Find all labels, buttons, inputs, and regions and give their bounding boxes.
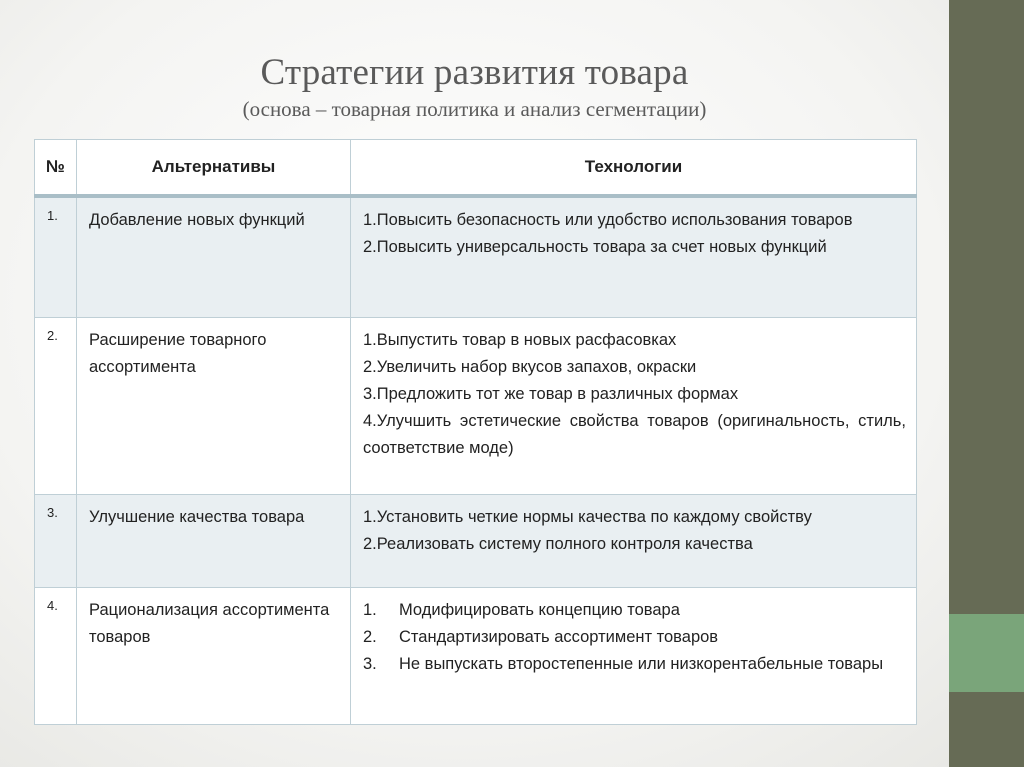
row-alternative: Рационализация ассортимента товаров: [77, 587, 351, 724]
slide-title: Стратегии развития товара: [260, 52, 689, 93]
ordered-tech-item: [363, 624, 906, 651]
row-technologies: [351, 317, 917, 494]
slide-header: [0, 50, 949, 122]
row-technologies: [351, 196, 917, 317]
ordered-item-number: 3.: [363, 654, 377, 673]
tech-item: 2.Увеличить набор вкусов запахов, окраски: [363, 357, 697, 376]
header-technologies: Технологии: [351, 140, 917, 197]
table-row: [35, 317, 917, 494]
decorative-accent-block: [949, 614, 1024, 692]
table-header-row: [35, 140, 917, 197]
ordered-item-number: 2.: [363, 627, 377, 646]
header-num: №: [35, 140, 77, 197]
row-alternative: Улучшение качества товара: [77, 494, 351, 587]
tech-item: 2.Повысить универсальность товара за счет новых функций: [363, 238, 827, 256]
row-number: 2.: [35, 317, 77, 494]
row-technologies: [351, 587, 917, 724]
row-alternative: Расширение товарного ассортимента: [77, 317, 351, 494]
ordered-item-text: Модифицировать концепцию товара: [399, 600, 680, 619]
ordered-item-text: Не выпускать второстепенные или низкорентабельные товары: [399, 654, 884, 673]
row-number: 4.: [35, 587, 77, 724]
slide-subtitle: (основа – товарная политика и анализ сегментации): [242, 97, 707, 121]
table-row: [35, 587, 917, 724]
ordered-tech-item: [363, 651, 906, 678]
table-row: [35, 196, 917, 317]
table-row: [35, 494, 917, 587]
ordered-tech-item: [363, 597, 906, 624]
row-alternative: Добавление новых функций: [77, 196, 351, 317]
ordered-item-text: Стандартизировать ассортимент товаров: [399, 627, 719, 646]
row-number: 1.: [35, 196, 77, 317]
header-alternatives: Альтернативы: [77, 140, 351, 197]
tech-item: 3.Предложить тот же товар в различных формах: [363, 384, 739, 403]
tech-item: 1.Повысить безопасность или удобство использования товаров: [363, 211, 853, 229]
strategy-table: [34, 139, 917, 725]
row-number: 3.: [35, 494, 77, 587]
ordered-item-number: 1.: [363, 600, 377, 619]
tech-item: 1.Выпустить товар в новых расфасовках: [363, 330, 677, 349]
tech-item: 2.Реализовать систему полного контроля качества: [363, 534, 753, 553]
tech-item: 1.Установить четкие нормы качества по каждому свойству: [363, 507, 812, 526]
tech-item: 4.Улучшить эстетические свойства товаров (оригинальность, стиль, соответствие моде): [363, 411, 906, 457]
row-technologies: [351, 494, 917, 587]
